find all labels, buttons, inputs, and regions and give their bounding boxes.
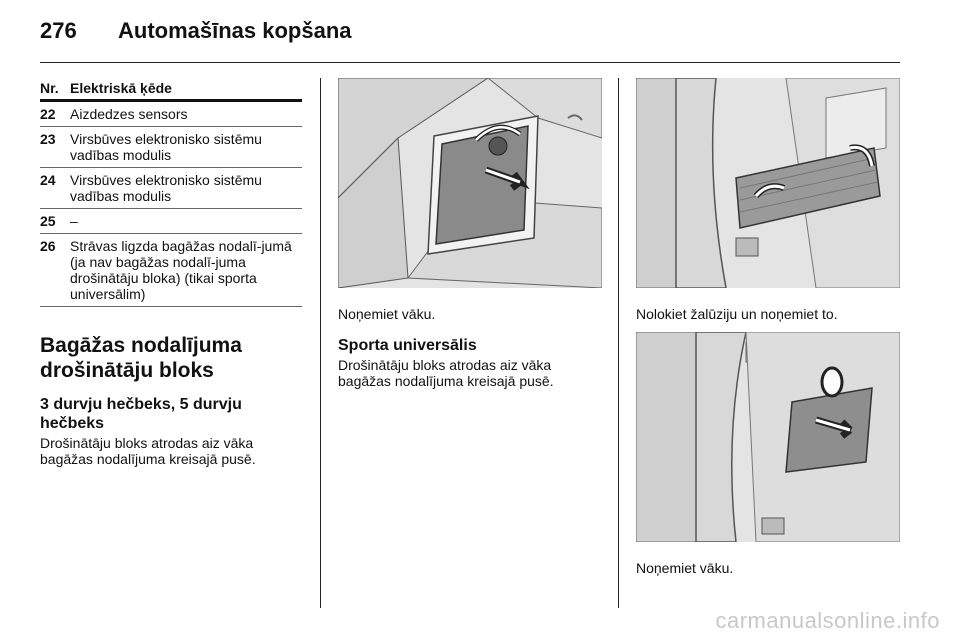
table-row xyxy=(40,102,302,127)
subsection-heading-hatchback: 3 durvju hečbeks, 5 durvju hečbeks xyxy=(40,396,242,432)
fuse-circuit: Aizdedzes sensors xyxy=(70,106,188,122)
page-title: Automašīnas kopšana xyxy=(118,18,352,43)
col-nr-header: Nr. xyxy=(40,80,59,96)
subsection-heading-wagon: Sporta universālis xyxy=(338,337,477,354)
body-text-hatchback: Drošinātāju bloks atrodas aiz vāka bagāžas nodalījuma kreisajā pusē. xyxy=(40,435,256,467)
fuse-number: 26 xyxy=(40,238,56,254)
header-rule xyxy=(40,62,900,63)
fuse-circuit: Strāvas ligzda bagāžas nodalī-jumā (ja nav bagāžas nodalī-juma drošinātāju bloka) (tikai sporta universālim) xyxy=(70,238,292,302)
watermark: carmanualsonline.info xyxy=(715,608,940,633)
illustration-fold-blind xyxy=(636,78,900,288)
illustration-wagon-cover xyxy=(636,332,900,542)
column-right xyxy=(636,78,900,576)
fuse-circuit: Virsbūves elektronisko sistēmu vadības modulis xyxy=(70,131,262,163)
table-row xyxy=(40,209,302,234)
page-header xyxy=(40,18,352,50)
caption-remove-cover: Noņemiet vāku. xyxy=(338,306,436,322)
table-row xyxy=(40,168,302,209)
column-divider-1 xyxy=(320,78,321,608)
illustration-trunk-cover xyxy=(338,78,602,288)
table-row xyxy=(40,234,302,307)
fuse-number: 25 xyxy=(40,213,56,229)
fuse-circuit: Virsbūves elektronisko sistēmu vadības modulis xyxy=(70,172,262,204)
table-row xyxy=(40,127,302,168)
column-divider-2 xyxy=(618,78,619,608)
body-text-wagon: Drošinātāju bloks atrodas aiz vāka bagāžas nodalījuma kreisajā pusē. xyxy=(338,357,554,389)
fuse-circuit: – xyxy=(70,213,78,229)
col-circuit-header: Elektriskā ķēde xyxy=(70,80,172,96)
fuse-number: 24 xyxy=(40,172,56,188)
column-left xyxy=(40,80,302,467)
fuse-number: 23 xyxy=(40,131,56,147)
fuse-table-header xyxy=(40,80,302,102)
fuse-number: 22 xyxy=(40,106,56,122)
column-middle xyxy=(338,78,602,389)
section-heading: Bagāžas nodalījuma drošinātāju bloks xyxy=(40,334,242,382)
page-number: 276 xyxy=(40,18,77,43)
caption-remove-cover-wagon: Noņemiet vāku. xyxy=(636,560,734,576)
caption-fold-blind: Nolokiet žalūziju un noņemiet to. xyxy=(636,306,838,322)
